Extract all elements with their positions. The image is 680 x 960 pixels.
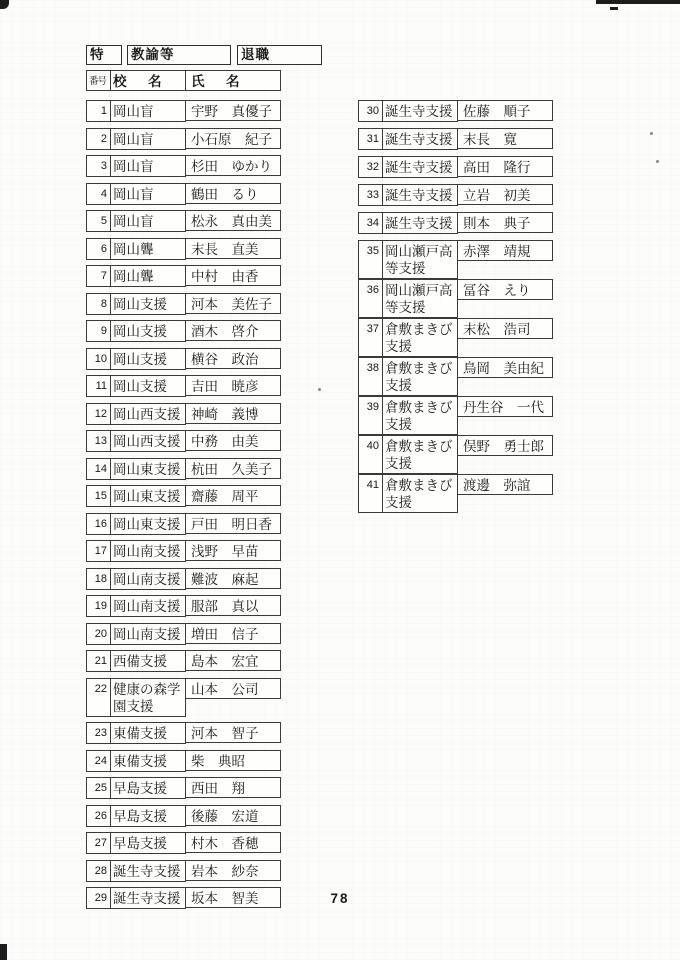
row-number-cell: 1 <box>86 100 111 122</box>
row-number-cell: 39 <box>358 396 383 435</box>
row-number-cell: 17 <box>86 540 111 562</box>
row-name-cell: 島本 宏宜 <box>185 650 281 671</box>
row-name-cell: 末松 浩司 <box>457 318 553 339</box>
row-name-cell: 杉田 ゆかり <box>185 155 281 176</box>
row-name-cell: 末長 直美 <box>185 238 281 259</box>
row-school-cell: 誕生寺支援 <box>382 184 458 206</box>
row-number-cell: 18 <box>86 568 111 590</box>
row-name-cell: 齋藤 周平 <box>185 485 281 506</box>
table-row <box>86 623 281 645</box>
table-row <box>86 750 281 772</box>
table-row <box>358 435 553 474</box>
row-number-cell: 6 <box>86 238 111 260</box>
category-tag-special: 特 <box>86 45 122 65</box>
row-school-cell: 岡山南支援 <box>110 623 186 645</box>
row-name-cell: 鶴田 るり <box>185 183 281 204</box>
row-number-cell: 26 <box>86 805 111 827</box>
table-row <box>86 238 281 260</box>
row-number-cell: 3 <box>86 155 111 177</box>
row-school-cell: 岡山支援 <box>110 375 186 397</box>
row-school-cell: 岡山盲 <box>110 210 186 232</box>
column-header-school: 校 名 <box>110 70 186 91</box>
row-name-cell: 冨谷 えり <box>457 279 553 300</box>
row-school-cell: 誕生寺支援 <box>110 860 186 882</box>
table-row <box>86 805 281 827</box>
row-name-cell: 横谷 政治 <box>185 348 281 369</box>
row-school-cell: 倉敷まきび支援 <box>382 357 458 396</box>
category-tag-retired: 退職 <box>237 45 322 65</box>
table-row <box>86 485 281 507</box>
row-name-cell: 西田 翔 <box>185 777 281 798</box>
row-school-cell: 岡山瀬戸高等支援 <box>382 279 458 318</box>
row-number-cell: 31 <box>358 128 383 150</box>
table-row <box>86 887 281 909</box>
table-row <box>86 458 281 480</box>
row-number-cell: 33 <box>358 184 383 206</box>
row-number-cell: 40 <box>358 435 383 474</box>
row-name-cell: 赤澤 靖規 <box>457 240 553 261</box>
table-row <box>86 210 281 232</box>
table-row <box>86 320 281 342</box>
row-name-cell: 河本 智子 <box>185 722 281 743</box>
row-school-cell: 岡山西支援 <box>110 403 186 425</box>
scan-artifact <box>0 0 9 9</box>
table-row <box>358 212 553 234</box>
row-number-cell: 38 <box>358 357 383 396</box>
row-name-cell: 小石原 紀子 <box>185 128 281 149</box>
row-name-cell: 吉田 暁彦 <box>185 375 281 396</box>
category-tag-teachers: 教諭等 <box>127 45 231 65</box>
row-name-cell: 立岩 初美 <box>457 184 553 205</box>
scan-artifact <box>656 160 659 163</box>
row-name-cell: 佐藤 順子 <box>457 100 553 121</box>
row-school-cell: 岡山支援 <box>110 348 186 370</box>
row-name-cell: 戸田 明日香 <box>185 513 281 534</box>
row-name-cell: 増田 信子 <box>185 623 281 644</box>
table-row <box>86 265 281 287</box>
scan-artifact <box>610 7 618 10</box>
row-number-cell: 25 <box>86 777 111 799</box>
table-row <box>86 128 281 150</box>
row-name-cell: 中村 由香 <box>185 265 281 286</box>
row-number-cell: 35 <box>358 240 383 279</box>
row-number-cell: 15 <box>86 485 111 507</box>
row-school-cell: 早島支援 <box>110 777 186 799</box>
row-school-cell: 誕生寺支援 <box>382 128 458 150</box>
row-school-cell: 岡山瀬戸高等支援 <box>382 240 458 279</box>
row-name-cell: 村木 香穂 <box>185 832 281 853</box>
row-number-cell: 11 <box>86 375 111 397</box>
row-school-cell: 岡山東支援 <box>110 458 186 480</box>
table-row <box>86 860 281 882</box>
row-name-cell: 宇野 真優子 <box>185 100 281 121</box>
table-row <box>86 100 281 122</box>
row-school-cell: 岡山盲 <box>110 128 186 150</box>
column-header-name: 氏 名 <box>185 70 281 91</box>
row-school-cell: 東備支援 <box>110 750 186 772</box>
row-name-cell: 坂本 智美 <box>185 887 281 908</box>
row-number-cell: 22 <box>86 678 111 717</box>
row-school-cell: 岡山聾 <box>110 238 186 260</box>
table-row <box>86 595 281 617</box>
row-number-cell: 29 <box>86 887 111 909</box>
row-name-cell: 柴 典昭 <box>185 750 281 771</box>
scan-artifact <box>596 0 680 4</box>
table-row <box>86 722 281 744</box>
table-row <box>358 279 553 318</box>
row-number-cell: 9 <box>86 320 111 342</box>
row-name-cell: 神崎 義博 <box>185 403 281 424</box>
row-number-cell: 5 <box>86 210 111 232</box>
row-school-cell: 岡山盲 <box>110 183 186 205</box>
row-name-cell: 服部 真以 <box>185 595 281 616</box>
table-row <box>86 540 281 562</box>
row-school-cell: 早島支援 <box>110 805 186 827</box>
table-header <box>86 70 281 91</box>
row-number-cell: 14 <box>86 458 111 480</box>
row-name-cell: 難波 麻起 <box>185 568 281 589</box>
table-row <box>86 155 281 177</box>
row-school-cell: 倉敷まきび支援 <box>382 318 458 357</box>
scan-artifact <box>0 944 7 960</box>
row-name-cell: 岩本 紗奈 <box>185 860 281 881</box>
row-number-cell: 12 <box>86 403 111 425</box>
column-header-number: 番号 <box>86 70 111 91</box>
row-school-cell: 早島支援 <box>110 832 186 854</box>
table-row <box>358 128 553 150</box>
row-school-cell: 倉敷まきび支援 <box>382 435 458 474</box>
row-school-cell: 岡山南支援 <box>110 595 186 617</box>
row-name-cell: 河本 美佐子 <box>185 293 281 314</box>
table-row <box>86 568 281 590</box>
table-row <box>86 678 281 717</box>
row-number-cell: 2 <box>86 128 111 150</box>
table-row <box>358 318 553 357</box>
scan-artifact <box>318 388 321 391</box>
table-row <box>86 348 281 370</box>
row-number-cell: 8 <box>86 293 111 315</box>
row-school-cell: 西備支援 <box>110 650 186 672</box>
row-number-cell: 41 <box>358 474 383 513</box>
scan-artifact <box>650 132 653 135</box>
row-name-cell: 渡邊 弥誼 <box>457 474 553 495</box>
row-school-cell: 岡山盲 <box>110 100 186 122</box>
row-school-cell: 岡山東支援 <box>110 485 186 507</box>
row-number-cell: 13 <box>86 430 111 452</box>
roster-column-right <box>358 100 553 513</box>
row-school-cell: 誕生寺支援 <box>110 887 186 909</box>
row-name-cell: 酒木 啓介 <box>185 320 281 341</box>
row-school-cell: 健康の森学園支援 <box>110 678 186 717</box>
row-number-cell: 21 <box>86 650 111 672</box>
table-row <box>86 375 281 397</box>
table-row <box>86 777 281 799</box>
row-school-cell: 東備支援 <box>110 722 186 744</box>
row-school-cell: 岡山支援 <box>110 320 186 342</box>
row-school-cell: 岡山南支援 <box>110 540 186 562</box>
row-number-cell: 37 <box>358 318 383 357</box>
row-number-cell: 19 <box>86 595 111 617</box>
row-school-cell: 岡山聾 <box>110 265 186 287</box>
row-number-cell: 32 <box>358 156 383 178</box>
row-school-cell: 岡山東支援 <box>110 513 186 535</box>
table-row <box>358 474 553 513</box>
table-row <box>358 357 553 396</box>
row-name-cell: 末長 寛 <box>457 128 553 149</box>
row-school-cell: 岡山南支援 <box>110 568 186 590</box>
roster-column-left <box>86 100 281 915</box>
table-row <box>86 650 281 672</box>
table-row <box>86 430 281 452</box>
row-school-cell: 岡山支援 <box>110 293 186 315</box>
row-name-cell: 俣野 勇士郎 <box>457 435 553 456</box>
table-row <box>86 293 281 315</box>
row-number-cell: 4 <box>86 183 111 205</box>
table-row <box>358 156 553 178</box>
table-row <box>86 403 281 425</box>
row-school-cell: 誕生寺支援 <box>382 212 458 234</box>
row-number-cell: 7 <box>86 265 111 287</box>
row-number-cell: 20 <box>86 623 111 645</box>
row-name-cell: 則本 典子 <box>457 212 553 233</box>
row-name-cell: 高田 隆行 <box>457 156 553 177</box>
row-name-cell: 鳥岡 美由紀 <box>457 357 553 378</box>
table-row <box>86 832 281 854</box>
page-number: 78 <box>330 891 350 906</box>
row-number-cell: 16 <box>86 513 111 535</box>
row-school-cell: 岡山西支援 <box>110 430 186 452</box>
row-school-cell: 誕生寺支援 <box>382 156 458 178</box>
table-row <box>358 240 553 279</box>
row-name-cell: 後藤 宏道 <box>185 805 281 826</box>
row-name-cell: 丹生谷 一代 <box>457 396 553 417</box>
row-name-cell: 山本 公司 <box>185 678 281 699</box>
row-number-cell: 36 <box>358 279 383 318</box>
row-name-cell: 浅野 早苗 <box>185 540 281 561</box>
row-number-cell: 27 <box>86 832 111 854</box>
row-name-cell: 杭田 久美子 <box>185 458 281 479</box>
row-school-cell: 倉敷まきび支援 <box>382 474 458 513</box>
row-name-cell: 松永 真由美 <box>185 210 281 231</box>
row-number-cell: 23 <box>86 722 111 744</box>
row-name-cell: 中務 由美 <box>185 430 281 451</box>
row-number-cell: 34 <box>358 212 383 234</box>
row-school-cell: 岡山盲 <box>110 155 186 177</box>
table-row <box>358 396 553 435</box>
row-number-cell: 10 <box>86 348 111 370</box>
row-number-cell: 28 <box>86 860 111 882</box>
row-number-cell: 30 <box>358 100 383 122</box>
table-row <box>358 100 553 122</box>
row-number-cell: 24 <box>86 750 111 772</box>
row-school-cell: 誕生寺支援 <box>382 100 458 122</box>
table-row <box>358 184 553 206</box>
table-row <box>86 183 281 205</box>
row-school-cell: 倉敷まきび支援 <box>382 396 458 435</box>
table-row <box>86 513 281 535</box>
